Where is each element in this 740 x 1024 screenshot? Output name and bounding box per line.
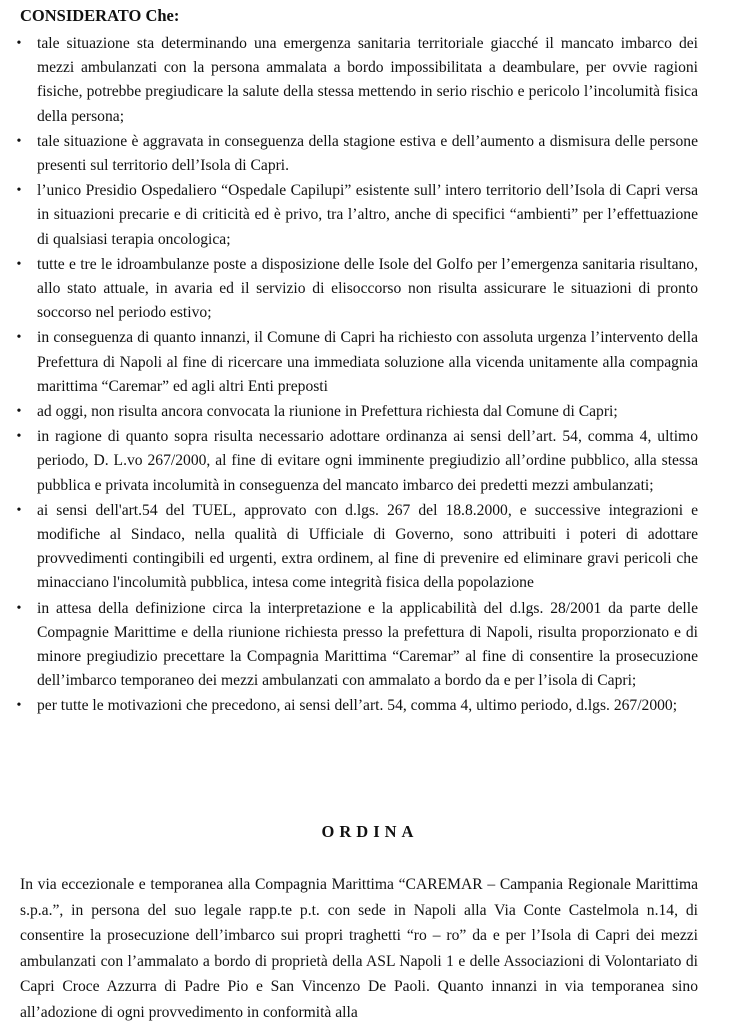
bullet-icon: • (16, 330, 22, 346)
bullet-item-2 (0, 130, 740, 178)
considerato-bullet-list (0, 32, 740, 720)
bullet-item-4 (0, 253, 740, 326)
bullet-icon: • (16, 429, 22, 445)
bullet-text: in conseguenza di quanto innanzi, il Comune di Capri ha richiesto con assoluta urgenza l’intervento della Prefettura di Napoli al fine di ricercare una immediata soluzione alla vicenda unitamente alla compagnia marittima “Caremar” ed agli altri Enti preposti (37, 329, 698, 395)
bullet-item-10 (0, 694, 740, 718)
bullet-icon: • (16, 256, 22, 272)
considerato-heading: CONSIDERATO Che: (20, 6, 180, 25)
bullet-item-9 (0, 597, 740, 694)
bullet-icon: • (16, 36, 22, 51)
bullet-text: tutte e tre le idroambulanze poste a disposizione delle Isole del Golfo per l’emergenza sanitaria risultano, allo stato attuale, in avaria ed il servizio di elisoccorso non risulta assicurare le situazioni di pronto soccorso nel periodo estivo; (37, 255, 698, 322)
bullet-text: ad oggi, non risulta ancora convocata la riunione in Prefettura richiesta dal Comune di Capri; (37, 403, 618, 421)
bullet-icon: • (16, 698, 22, 714)
bullet-icon: • (16, 404, 22, 420)
bullet-text: in ragione di quanto sopra risulta necessario adottare ordinanza ai sensi dell’art. 54, comma 4, ultimo periodo, D. L.vo 267/2000, al fine di evitare ogni imminente pregiudizio all’ordine pubblico, alla stessa pubblica e privata incolumità in conseguenza del mancato imbarco dei predetti mezzi ambulanzati; (37, 428, 698, 494)
bullet-text: ai sensi dell'art.54 del TUEL, approvato con d.lgs. 267 del 18.8.2000, e successive integrazioni e modifiche al Sindaco, nella qualità di Ufficiale di Governo, sono attribuiti i poteri di adottare provvedimenti contingibili ed urgenti, extra ordinem, al fine di prevenire ed eliminare gravi pericoli che minacciano l'incolumità pubblica, intesa come integrità fisica della popolazione (37, 501, 698, 592)
bullet-item-1 (0, 32, 740, 129)
bullet-item-3 (0, 179, 740, 252)
bullet-icon: • (16, 502, 22, 518)
bullet-text: tale situazione è aggravata in conseguenza della stagione estiva e dell’aumento a dismisura delle persone presenti sul territorio dell’Isola di Capri. (37, 132, 698, 175)
bullet-icon: • (16, 600, 22, 616)
bullet-icon: • (16, 183, 22, 199)
ordinance-paragraph: In via eccezionale e temporanea alla Compagnia Marittima “CAREMAR – Campania Regionale Marittima s.p.a.”, in persona del suo legale rapp.te p.t. con sede in Napoli alla Via Conte Castelmola n.14, di consentire la prosecuzione dell’imbarco sui propri traghetti “ro – ro” da e per l’Isola di Capri dei mezzi ambulanzati con l’ammalato a bordo di proprietà della ASL Napoli 1 e delle Associazioni di Volontariato di Capri Croce Azzurra di Padre Pio e San Vincenzo De Paoli. Quanto innanzi in via temporanea sino all’adozione di ogni provvedimento in conformità alla (20, 876, 698, 1021)
bullet-text: per tutte le motivazioni che precedono, ai sensi dell’art. 54, comma 4, ultimo periodo, d.lgs. 267/2000; (37, 697, 678, 715)
bullet-text: in attesa della definizione circa la interpretazione e la applicabilità del d.lgs. 28/2001 da parte delle Compagnie Marittime e della riunione richiesta presso la prefettura di Napoli, risulta proporzionato e di minore pregiudizio precettare la Compagnia Marittima “Caremar” al fine di consentire la prosecuzione dell’imbarco temporaneo dei mezzi ambulanzati con ammalato a bordo da e per l’isola di Capri; (37, 599, 698, 690)
bullet-item-6 (0, 400, 740, 424)
bullet-item-5 (0, 326, 740, 399)
bullet-item-7 (0, 425, 740, 498)
bullet-text: l’unico Presidio Ospedaliero “Ospedale Capilupi” esistente sull’ intero territorio dell’Isola di Capri versa in situazioni precarie e di criticità ed è privo, tra l’altro, anche di specifici “ambienti” per l’effettuazione di qualsiasi terapia oncologica; (37, 182, 698, 248)
bullet-item-8 (0, 499, 740, 596)
bullet-text: tale situazione sta determinando una emergenza sanitaria territoriale giacché il mancato imbarco dei mezzi ambulanzati con la persona ammalata a bordo impossibilitata a deambulare, per ovvie ragioni fisiche, potrebbe pregiudicare la salute della stessa mettendo in serio rischio e pericolo l’incolumità fisica della persona; (37, 35, 698, 125)
ordina-title: ORDINA (321, 822, 419, 841)
bullet-icon: • (16, 133, 22, 149)
